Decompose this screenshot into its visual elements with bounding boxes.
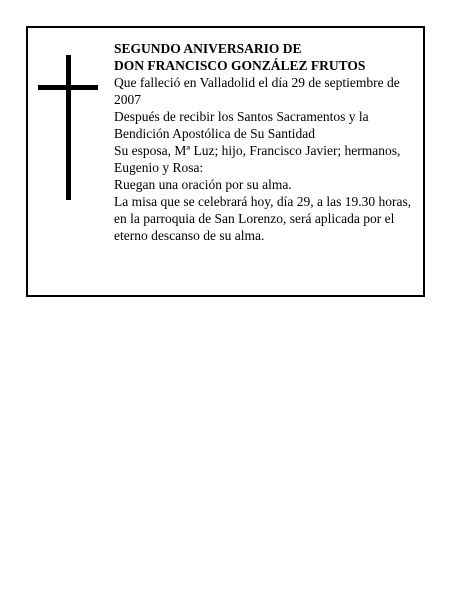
notice-heading-line1: SEGUNDO ANIVERSARIO DE [114,41,302,56]
notice-text [114,40,419,244]
cross-icon [38,55,98,200]
mass-paragraph: La misa que se celebrará hoy, día 29, a las 19.30 horas, en la parroquia de San Lorenzo, será aplicada por el eterno descanso de su alma. [114,194,412,243]
prayer-paragraph: Ruegan una oración por su alma. [114,177,292,192]
obituary-notice [26,26,425,297]
family-paragraph: Su esposa, Mª Luz; hijo, Francisco Javier; hermanos, Eugenio y Rosa: [114,143,401,175]
sacraments-paragraph: Después de recibir los Santos Sacramentos y la Bendición Apostólica de Su Santidad [114,109,369,141]
notice-heading-line2: DON FRANCISCO GONZÁLEZ FRUTOS [114,58,366,73]
death-date-paragraph: Que falleció en Valladolid el día 29 de septiembre de 2007 [114,75,400,107]
cross-vertical-bar [66,55,71,200]
cross-horizontal-bar [38,85,98,90]
